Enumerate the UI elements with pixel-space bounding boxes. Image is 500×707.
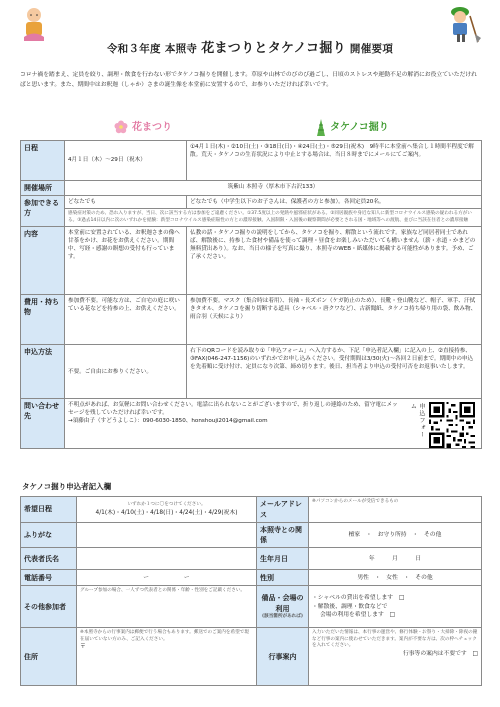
participants-note: 感染症対策のため、恐れ入りますが、当日、次に該当する方は参加をご遠慮ください。①37.5度以上の発熱や風邪症状がある。②同居親族や身近な知人に新型コロナウイルス感染の疑われる方がいる。③過去14日以内に次のいずれかを経験：新型コロナウイルス感染症陽性の方との濃厚接触、入国制限・入国後の観察期間が必要とされる国・地域等への渡航、並びに当該在住者との濃厚接触 — [65, 209, 482, 227]
kana-label: ふりがな — [21, 523, 77, 548]
schedule-label: 日程 — [21, 141, 65, 181]
address-field[interactable] — [77, 628, 257, 686]
date-hint: いずれか１つに〇をつけてください。 — [127, 502, 206, 508]
participants-note-row — [21, 209, 482, 227]
title-temple: 本照寺 — [164, 43, 198, 55]
form-row-phone — [21, 570, 482, 586]
participants-label: 参加できる方 — [21, 196, 65, 227]
phone-label: 電話番号 — [21, 570, 77, 586]
content-bamboo: 仏教の話・タケノコ掘りの説明をしてから、タケノコを掘り、解散という流れです。家族など同居者同士であれば、解散後に、持参した食材や備品を使って調理・昼食をお楽しみいただいても構いません（薪・水道・かまどの無料貸出あり）。なお、当日の様子を写真に撮り、本照寺のWEB・紙媒体に掲載する可能性があります。予め、ご了承ください。 — [187, 227, 482, 295]
page-title — [0, 40, 500, 59]
tools-label-cell — [257, 586, 309, 628]
bamboo-shoot-icon — [314, 118, 328, 138]
form-row-address — [21, 628, 482, 686]
schedule-bamboo: ①4月１日(木)・②10日(土)・③18日(日)・④24日(土)・⑤29日(祝木) 9時半に本堂前へ集合し１時間半程度で解散。荒天・タケノコの生育状況により中止とする場合は、当日８時までにメールにてご案内。 — [187, 141, 482, 181]
tools-option-cooking[interactable]: ・解散後、調理・飲食などで — [312, 603, 388, 610]
others-hint: グループ参加の場合、一人ずつ代表者との関係・年齢・性別をご記載ください。 — [80, 588, 246, 594]
date-field[interactable] — [77, 497, 257, 523]
contact-person: →須藤由子（すどうよしこ）：090-6030-1850、honshouji2014@gmail.com — [68, 418, 268, 425]
address-label: 住所 — [21, 628, 77, 686]
application-form — [20, 496, 482, 686]
title-suffix: 開催要項 — [349, 43, 394, 55]
form-title: タケノコ掘り申込者記入欄 — [22, 482, 112, 491]
relation-label: 本照寺との関係 — [257, 523, 309, 548]
content-label: 内容 — [21, 227, 65, 295]
tools-option-shovel[interactable]: ・シャベルの貸出を希望します □ — [312, 595, 405, 602]
bamboo-festival-label: タケノコ掘り — [330, 122, 389, 133]
apply-flower: 不要。ご自由にお参りください。 — [65, 345, 187, 399]
sex-options[interactable]: 男性 ・ 女性 ・ その他 — [309, 570, 482, 586]
sex-label: 性別 — [257, 570, 309, 586]
venue-label: 開催場所 — [21, 181, 65, 196]
event-checkbox[interactable]: 行事等の案内は不要です □ — [402, 650, 478, 657]
participants-bamboo: どなたでも（中学生以下のお子さんは、保護者の方と参加）。各回定員20名。 — [187, 196, 482, 209]
application-form-qr-code[interactable] — [429, 402, 475, 448]
form-row-name — [21, 548, 482, 570]
date-label: 希望日程 — [21, 497, 77, 523]
kana-field[interactable] — [77, 523, 257, 548]
form-row-kana — [21, 523, 482, 548]
name-label: 代表者氏名 — [21, 548, 77, 570]
tools-label: 備品・会場の利用 — [261, 594, 304, 613]
participants-flower: どなたでも — [65, 196, 187, 209]
others-label: その他参加者 — [21, 586, 77, 628]
content-row — [21, 227, 482, 295]
fees-flower: 参加費不要。可能な方は、ご自宅の庭に咲いている花などを持参の上、お供えください。 — [65, 295, 187, 345]
relation-options[interactable]: 檀家 ・ お守り所持 ・ その他 — [309, 523, 482, 548]
apply-row — [21, 345, 482, 399]
event-label: 行事案内 — [257, 628, 309, 686]
email-hint: ※パソコンからのメールが受信できるもの — [312, 499, 399, 504]
tools-hint: (該当箇所があれば) — [262, 613, 303, 619]
flower-festival-label: 花まつり — [132, 122, 172, 133]
form-label: 申込フォーム — [409, 403, 425, 439]
info-table — [20, 140, 482, 449]
contact-text: 不明点があれば、お気軽にお問い合わせください。電話に出られないことがございますので、折り返しの連絡のため、留守電にメッセージを残していただければ幸いです。 — [68, 402, 398, 417]
fees-row — [21, 295, 482, 345]
monk-illustration — [18, 4, 50, 42]
address-hint: ※本照寺からの行事案内は郵便で行う場合もあります。郵送でのご案内を希望で現在届いていない方のみ、ご記入ください。 — [80, 630, 249, 642]
date-options: 4/1(木)・4/10(土)・4/18(日)・4/24(土)・4/29(祝木) — [95, 509, 238, 516]
others-field[interactable] — [77, 586, 257, 628]
email-label: メールアドレス — [257, 497, 309, 523]
schedule-row — [21, 141, 482, 181]
tools-options[interactable] — [309, 586, 482, 628]
event-hint: 入力いただいた情報は、本行事の運営や、修行体験・お祭り・大掃除・除夜の鐘など行事の案内に使わせていただきます。案内が不要な方は、次の枠へチェックを入れてください。 — [312, 630, 478, 649]
contact-row — [21, 399, 482, 449]
contact-label: 問い合わせ先 — [21, 399, 65, 449]
apply-bamboo: 右下のQRコードを読み取り①「申込フォーム」へ入力するか、下記「申込者記入欄」に記入の上、②直接持参、③FAX(046-247-1156)のいずれかでお申し込みください。受付期間は3/30(火)～各回２日前まで。期間中の申込を先着順に受け付け、定員になり次第、締め切ります。後日、担当者より申込の受付可否をお返事いたします。 — [187, 345, 482, 399]
form-row-date — [21, 497, 482, 523]
name-field[interactable] — [77, 548, 257, 570]
postal-mark: 〒 — [80, 644, 86, 651]
birth-field[interactable]: 年 月 日 — [309, 548, 482, 570]
tools-option-cooking-2: 会場の利用を希望します □ — [320, 611, 396, 618]
title-main: 花まつりとタケノコ掘り — [201, 41, 346, 56]
birth-label: 生年月日 — [257, 548, 309, 570]
fees-bamboo: 参加費不要。マスク（集合時は着用）、長袖・長ズボン（ケガ防止のため）、長靴・登山靴など、帽子、軍手、汗拭きタオル、タケノコを掘り切断する道具（シャベル・唐クワなど）、古新聞紙、タケノコ持ち帰り用の袋、飲み物、雨合羽（天候により） — [187, 295, 482, 345]
intro-text: コロナ禍を踏まえ、定員を絞り、調理・飲食を行わない形でタケノコ掘りを開催します。草原や山林でのびのび過ごし、日頃のストレスや運動不足の解消にお役立ていただければと思います。また、期間中はお釈迦（しゃか）さまの誕生像を本堂前に安置するので、お参りいただければ幸いです。 — [20, 72, 477, 89]
apply-label: 申込方法 — [21, 345, 65, 399]
email-field[interactable] — [309, 497, 482, 523]
title-year: 令和３年度 — [106, 43, 161, 55]
flower-icon — [114, 120, 128, 134]
schedule-flower: 4月１日（木）～29日（祝木） — [65, 141, 187, 181]
event-field[interactable] — [309, 628, 482, 686]
participants-row — [21, 196, 482, 209]
content-flower: 本堂前に安置されている、お釈迦さまの像へ甘茶をかけ、お花をお供えください。期間中、写経・感謝の瞑想の受付も行っています。 — [65, 227, 187, 295]
fees-label: 費用・持ち物 — [21, 295, 65, 345]
contact-cell — [65, 399, 482, 449]
digger-illustration — [440, 4, 482, 44]
phone-field[interactable]: ー ー — [77, 570, 257, 586]
venue-row — [21, 181, 482, 196]
venue-value: 筑紫山 本照寺（厚木市下古沢133） — [65, 181, 482, 196]
form-row-others — [21, 586, 482, 628]
